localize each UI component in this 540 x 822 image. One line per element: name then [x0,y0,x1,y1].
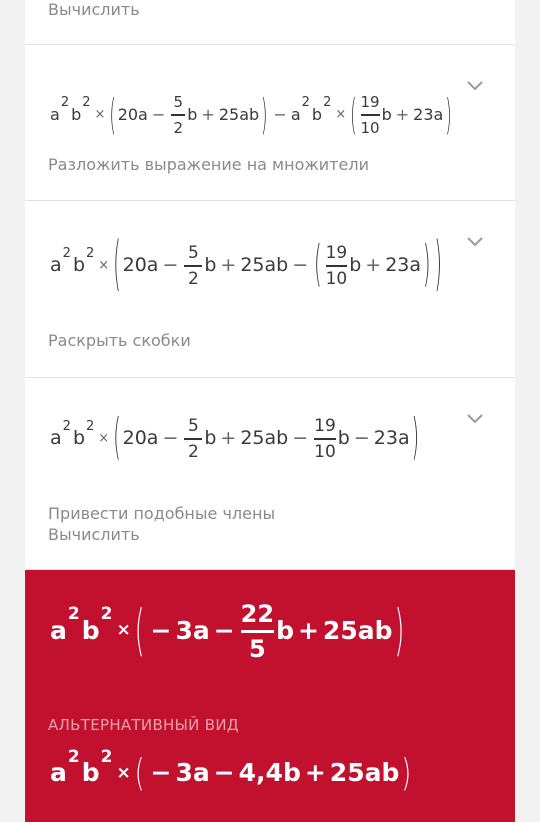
step-label: Вычислить [48,0,140,19]
step-expression [50,90,454,138]
fraction-numerator: 19 [314,416,336,436]
step-label: Раскрыть скобки [48,331,191,350]
math-fraction [171,91,185,139]
math-operator: − [150,758,172,787]
math-paren: ) [445,89,452,139]
step-label: Привести подобные члены [48,504,276,523]
math-operator: − [151,104,166,124]
step-card-combine-like-terms[interactable] [25,378,515,570]
math-exponent: 2 [62,245,71,261]
math-term: b [204,427,217,449]
math-operator: × [98,257,110,273]
math-term: b [72,427,85,449]
math-term: 23a [373,427,410,449]
math-term: b [337,427,350,449]
math-operator: + [201,104,215,124]
fraction-denominator: 10 [314,442,336,462]
math-operator: − [273,104,287,124]
math-fraction [241,599,274,664]
fraction-numerator: 19 [325,243,348,263]
chevron-down-icon[interactable] [465,412,485,426]
fraction-bar [241,630,274,633]
step-expression [50,230,444,300]
math-paren: ) [401,750,412,795]
math-paren: ) [411,409,420,467]
math-term: a [50,615,67,645]
math-term: a [50,254,62,276]
result-expression [50,598,406,663]
alternative-expression [50,746,413,795]
math-term: 23a [413,104,444,124]
math-term: 4,4b [238,758,301,787]
math-exponent: 2 [62,418,71,434]
math-term: 25ab [240,427,289,449]
math-exponent: 2 [100,746,113,767]
math-operator: + [297,615,319,645]
chevron-down-icon[interactable] [465,235,485,249]
fraction-numerator: 19 [360,93,380,111]
math-operator: − [353,427,370,449]
math-term: b [349,254,362,276]
math-term: a [290,104,301,124]
math-exponent: 2 [67,746,80,767]
alternative-form-title: АЛЬТЕРНАТИВНЫЙ ВИД [48,716,239,734]
step-expression [50,409,421,467]
math-term: b [71,104,82,124]
math-term: b [187,104,198,124]
math-term: b [204,254,217,276]
steps-column [25,0,515,822]
step-label: Вычислить [48,525,140,544]
math-term: 25ab [329,758,400,787]
math-term: b [81,758,100,787]
fraction-denominator: 2 [187,269,199,289]
math-paren: ) [261,89,268,139]
math-exponent: 2 [301,94,310,110]
math-term: b [381,104,392,124]
math-paren: ( [314,236,322,294]
result-card [25,570,515,822]
math-fraction [314,415,336,463]
math-fraction [361,91,380,139]
math-operator: − [292,254,309,276]
chevron-down-icon[interactable] [465,79,485,93]
math-term: a [50,758,67,787]
math-paren: ( [113,409,121,467]
math-exponent: 2 [323,94,332,110]
fraction-numerator: 22 [240,600,275,628]
math-fraction [326,242,348,290]
math-operator: + [220,427,237,449]
math-paren: ) [434,230,442,300]
math-exponent: 2 [67,604,80,625]
math-operator: − [162,427,179,449]
math-term: 3a [175,758,210,787]
math-exponent: 2 [100,604,113,625]
math-operator: × [116,620,131,641]
math-paren: ( [113,230,121,300]
math-operator: − [292,427,309,449]
math-term: a [50,427,62,449]
math-operator: × [98,430,110,446]
fraction-denominator: 10 [360,119,380,137]
fraction-bar [314,438,336,440]
math-paren: ( [134,750,145,795]
step-card-expand-brackets[interactable] [25,201,515,378]
fraction-denominator: 2 [173,119,184,137]
step-card-calculate[interactable] [25,0,515,45]
math-term: 20a [122,254,159,276]
math-operator: − [162,254,179,276]
fraction-bar [361,114,380,116]
math-operator: × [116,762,131,783]
math-exponent: 2 [82,94,91,110]
math-exponent: 2 [60,94,70,110]
math-term: 25ab [218,104,260,124]
math-term: 23a [385,254,422,276]
fraction-denominator: 10 [325,269,348,289]
math-fraction [184,415,202,463]
math-operator: − [213,615,235,645]
math-term: b [311,104,323,124]
math-paren: ( [350,89,357,139]
fraction-numerator: 5 [187,243,199,263]
math-term: b [72,254,85,276]
fraction-bar [171,114,185,116]
fraction-bar [326,265,348,267]
fraction-bar [184,438,202,440]
math-term: b [276,615,294,645]
math-term: 3a [175,615,210,645]
fraction-denominator: 5 [249,634,266,663]
fraction-bar [184,265,202,267]
math-term: 25ab [240,254,289,276]
math-paren: ) [394,598,405,663]
math-term: b [81,615,100,645]
math-fraction [184,242,202,290]
fraction-numerator: 5 [187,416,199,436]
fraction-denominator: 2 [187,442,199,462]
math-paren: ( [109,89,116,139]
math-paren: ( [134,598,145,663]
math-paren: ) [423,236,431,294]
math-operator: + [220,254,237,276]
math-term: a [50,104,60,124]
step-label: Разложить выражение на множители [48,155,369,174]
math-operator: + [365,254,382,276]
math-operator: + [304,758,326,787]
math-operator: − [213,758,235,787]
math-operator: × [94,106,106,122]
math-term: 20a [117,104,148,124]
math-exponent: 2 [86,418,95,434]
math-operator: + [395,104,410,124]
math-term: 20a [122,427,159,449]
step-card-factor[interactable] [25,45,515,201]
math-operator: − [150,615,172,645]
math-exponent: 2 [86,245,95,261]
fraction-numerator: 5 [173,93,184,111]
math-operator: × [335,106,347,122]
math-term: 25ab [322,615,393,645]
